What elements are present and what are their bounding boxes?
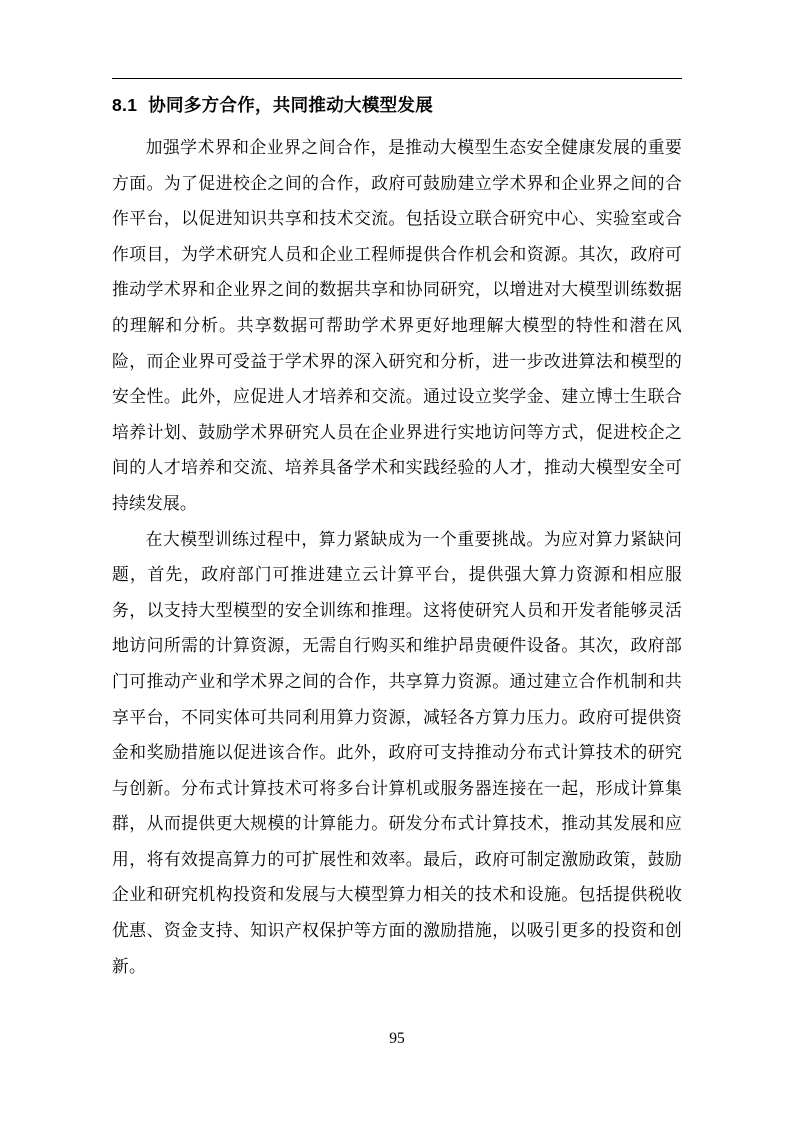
- paragraph: 加强学术界和企业界之间合作，是推动大模型生态安全健康发展的重要方面。为了促进校企之间的合作，政府可鼓励建立学术界和企业界之间的合作平台，以促进知识共享和技术交流。包括设立联合研究中心、实验室或合作项目，为学术研究人员和企业工程师提供合作机会和资源。其次，政府可推动学术界和企业界之间的数据共享和协同研究，以增进对大模型训练数据的理解和分析。共享数据可帮助学术界更好地理解大模型的特性和潜在风险，而企业界可受益于学术界的深入研究和分析，进一步改进算法和模型的安全性。此外，应促进人才培养和交流。通过设立奖学金、建立博士生联合培养计划、鼓励学术界研究人员在企业界进行实地访问等方式，促进校企之间的人才培养和交流、培养具备学术和实践经验的人才，推动大模型安全可持续发展。: [112, 138, 682, 513]
- section-heading-title: 协同多方合作，共同推动大模型发展: [148, 95, 434, 115]
- section-heading-number: 8.1: [112, 95, 138, 115]
- section-heading: [112, 92, 682, 117]
- paragraph: 在大模型训练过程中，算力紧缺成为一个重要挑战。为应对算力紧缺问题，首先，政府部门可推进建立云计算平台，提供强大算力资源和相应服务，以支持大型模型的安全训练和推理。这将使研究人员和开发者能够灵活地访问所需的计算资源，无需自行购买和维护昂贵硬件设备。其次，政府部门可推动产业和学术界之间的合作，共享算力资源。通过建立合作机制和共享平台，不同实体可共同利用算力资源，减轻各方算力压力。政府可提供资金和奖励措施以促进该合作。此外，政府可支持推动分布式计算技术的研究与创新。分布式计算技术可将多台计算机或服务器连接在一起，形成计算集群，从而提供更大规模的计算能力。研发分布式计算技术，推动其发展和应用，将有效提高算力的可扩展性和效率。最后，政府可制定激励政策，鼓励企业和研究机构投资和发展与大模型算力相关的技术和设施。包括提供税收优惠、资金支持、知识产权保护等方面的激励措施，以吸引更多的投资和创新。: [112, 529, 682, 976]
- header-rule: [112, 78, 682, 79]
- page-content-area: [112, 0, 682, 1122]
- page-number: 95: [389, 1030, 405, 1047]
- body-text: [112, 130, 682, 984]
